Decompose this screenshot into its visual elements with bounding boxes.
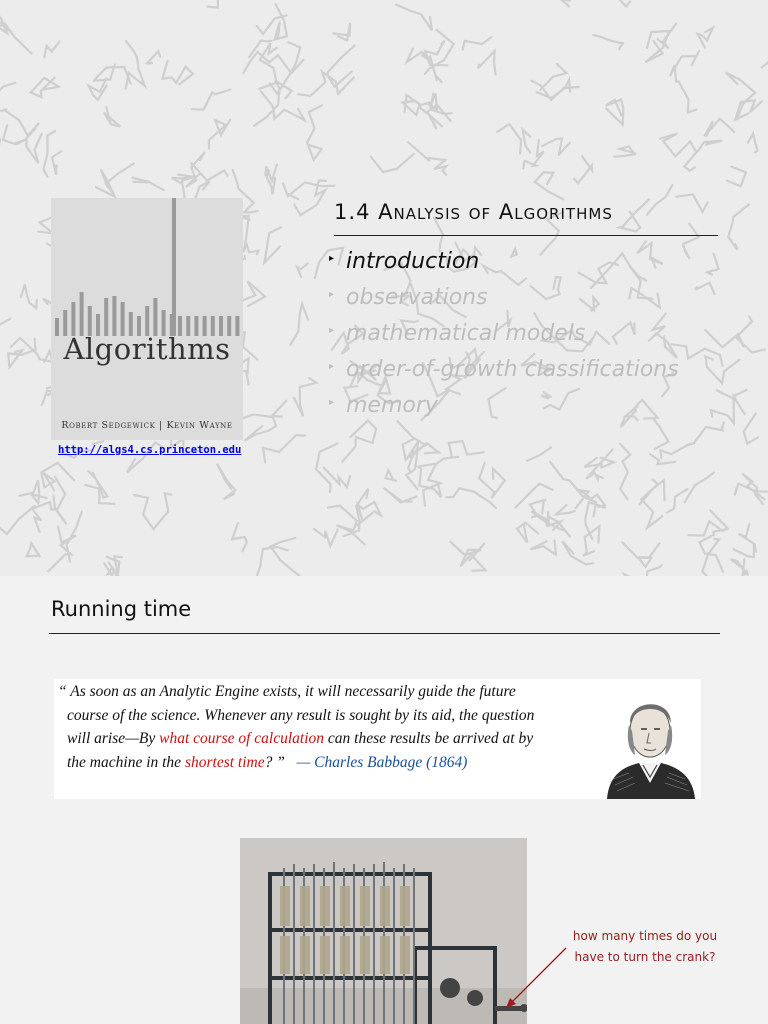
crack-line [624, 565, 662, 576]
crack-line [550, 462, 596, 517]
crack-line [259, 43, 276, 89]
crack-line [527, 447, 552, 461]
toc-item-memory[interactable] [329, 390, 679, 426]
crack-line [735, 100, 762, 119]
crack-line [186, 152, 205, 187]
crack-line [397, 421, 425, 460]
crack-line [593, 35, 623, 49]
bullet-arrow-icon: ▸ [329, 253, 335, 264]
bullet-arrow-icon: ▸ [329, 325, 335, 336]
book-title: Algorithms [63, 332, 231, 366]
crack-line [132, 177, 164, 190]
crack-line [523, 140, 543, 169]
crack-line [727, 167, 746, 187]
toc-item-order-of-growth[interactable] [329, 354, 679, 390]
crack-line [717, 390, 747, 399]
crack-line [307, 106, 321, 160]
book-url-link[interactable]: http://algs4.cs.princeton.edu [58, 444, 242, 456]
crack-line [660, 134, 696, 157]
quote-line-4-a: the machine in the [67, 753, 185, 771]
crack-line [683, 224, 699, 259]
crack-line [523, 130, 531, 153]
crack-line [605, 0, 631, 7]
crack-line [264, 227, 281, 262]
crack-line [0, 506, 35, 534]
toc-label: observations [346, 285, 488, 310]
crack-line [430, 56, 442, 82]
cover-bar [121, 302, 125, 336]
crack-line [134, 493, 171, 529]
crack-line [650, 454, 675, 464]
crack-line [342, 420, 376, 461]
crack-line [530, 541, 556, 555]
crack-line [497, 124, 521, 154]
crack-line [31, 78, 59, 97]
crack-line [449, 441, 484, 457]
bullet-arrow-icon: ▸ [329, 397, 335, 408]
highlight-course-of-calculation: what course of calculation [159, 730, 325, 747]
toc-label: mathematical models [346, 321, 586, 346]
crack-line [447, 488, 496, 508]
crack-line [263, 435, 305, 462]
toc-item-mathematical-models[interactable] [329, 318, 679, 354]
crack-line [371, 154, 414, 172]
crack-line [748, 134, 758, 153]
cover-bar [104, 298, 108, 336]
slide-title-rule [49, 633, 720, 634]
crack-line [704, 119, 734, 137]
section-title [334, 200, 613, 224]
crack-line [275, 4, 287, 39]
difference-engine-illustration [240, 838, 527, 1024]
cover-bar [71, 302, 75, 336]
quote-attribution: — Charles Babbage (1864) [296, 753, 468, 771]
slide-title: Running time [51, 597, 192, 621]
crack-line [386, 470, 397, 480]
crack-line [428, 158, 446, 175]
quote-line-2: course of the science. Whenever any result is sought by its aid, the question [67, 706, 535, 724]
crack-line [54, 477, 67, 525]
crack-line [695, 283, 715, 294]
crack-line [8, 339, 35, 368]
crack-line [89, 78, 107, 100]
crack-line [238, 400, 287, 420]
quote-line-1-text: As soon as an Analytic Engine exists, it will necessarily guide the future [70, 683, 516, 700]
crack-line [0, 319, 10, 341]
crack-line [676, 194, 707, 212]
crack-line [641, 479, 663, 527]
cover-bar [80, 292, 84, 336]
crack-line [619, 199, 649, 231]
annotation-arrow-icon [500, 946, 570, 1010]
quote-line-3 [58, 727, 588, 751]
crack-line [736, 316, 765, 352]
crack-line [408, 142, 430, 161]
crack-line [333, 23, 350, 41]
toc-label: introduction [346, 249, 480, 274]
quote-line-1 [58, 680, 588, 704]
crack-line [27, 543, 40, 556]
crack-line [21, 284, 37, 308]
crack-line [208, 0, 234, 8]
cover-bar [112, 296, 116, 336]
book-authors: Robert Sedgewick | Kevin Wayne [61, 420, 233, 431]
crack-line [217, 464, 235, 499]
crack-line [3, 125, 26, 144]
crack-line [298, 72, 353, 96]
toc-label: order-of-growth classifications [346, 357, 679, 382]
crack-line [698, 28, 713, 48]
crack-line [671, 65, 697, 113]
crack-line [672, 344, 723, 366]
crack-line [52, 151, 61, 174]
crack-line [542, 139, 570, 156]
crack-line [711, 396, 745, 423]
crack-line [44, 131, 56, 176]
crack-line [96, 169, 115, 196]
crack-line [731, 559, 748, 576]
crack-line [734, 545, 754, 557]
babbage-quote [54, 679, 701, 799]
crack-line [728, 204, 749, 249]
crack-line [742, 474, 764, 504]
crack-line [314, 529, 338, 546]
crack-line [705, 356, 739, 383]
annotation-line-2: have to turn the crank? [574, 950, 716, 964]
crack-line [106, 164, 134, 196]
title-rule [334, 235, 718, 236]
crack-line [126, 41, 145, 89]
crack-line [574, 156, 592, 183]
crack-line [209, 120, 230, 149]
crack-line [535, 172, 564, 199]
crack-line [469, 544, 486, 571]
crack-line [88, 471, 107, 498]
crack-line [661, 443, 696, 458]
crack-line [547, 516, 570, 536]
quote-text [58, 680, 588, 774]
crack-line [463, 37, 492, 50]
crack-line [479, 463, 505, 499]
crack-line [425, 40, 447, 65]
quote-line-3-b: can these results be arrived at by [324, 730, 534, 747]
annotation-line-1: how many times do you [572, 929, 718, 943]
cover-tall-bar [172, 198, 176, 336]
crack-line [517, 523, 538, 543]
crack-line [192, 90, 231, 110]
crack-line [606, 100, 624, 125]
crack-line [163, 61, 193, 85]
toc-item-introduction[interactable] [329, 246, 679, 282]
crack-line [614, 147, 635, 157]
crack-line [290, 304, 308, 345]
crack-line [407, 49, 432, 63]
book-cover-bars [51, 198, 243, 348]
crack-line [245, 415, 276, 441]
crack-line [384, 488, 417, 503]
crack-line [695, 423, 724, 442]
crack-line [744, 414, 758, 444]
crack-line [294, 378, 316, 416]
crack-line [622, 542, 659, 566]
crack-line [32, 502, 55, 532]
crack-line [0, 82, 15, 100]
crack-line [242, 281, 266, 306]
highlight-shortest-time: shortest time [184, 753, 265, 771]
crack-line [406, 442, 418, 490]
bullet-arrow-icon: ▸ [329, 361, 335, 372]
crack-line [707, 254, 718, 275]
crack-line [620, 444, 630, 500]
cover-bar [153, 298, 157, 336]
crack-line [324, 468, 350, 488]
crack-line [41, 463, 74, 491]
difference-engine-photo [240, 838, 527, 1024]
crack-line [762, 46, 768, 67]
crack-line [396, 5, 432, 31]
crack-line [283, 182, 335, 199]
crack-line [689, 511, 728, 536]
crack-line [271, 538, 328, 576]
crack-line [673, 51, 699, 71]
crack-line [44, 42, 59, 58]
crack-line [647, 185, 672, 215]
section-title-text: 1.4 ANALYSIS OF ALGORITHMS [334, 200, 613, 224]
quote-line-4 [58, 751, 588, 775]
crack-line [684, 141, 722, 171]
bullet-arrow-icon: ▸ [329, 289, 335, 300]
crack-line [556, 505, 575, 514]
babbage-portrait [599, 679, 701, 799]
crack-line [297, 264, 308, 278]
table-of-contents [329, 246, 679, 426]
crack-line [556, 0, 570, 6]
toc-item-observations[interactable] [329, 282, 679, 318]
crack-line [316, 444, 337, 493]
crack-line [232, 523, 247, 551]
open-quote-mark: “ [58, 683, 67, 700]
quote-line-4-b: ? ” [264, 753, 285, 771]
crack-line [530, 500, 546, 518]
crack-line [685, 473, 714, 503]
crack-line [583, 526, 599, 555]
crack-line [540, 64, 566, 90]
crack-line [94, 65, 130, 84]
crack-line [104, 107, 120, 127]
quote-line-3-a: will arise—By [67, 730, 160, 747]
crank-annotation [562, 926, 728, 968]
book-cover [51, 198, 243, 440]
toc-label: memory [346, 393, 438, 418]
crack-line [146, 51, 160, 63]
crack-line [478, 51, 496, 75]
crack-line [357, 502, 381, 525]
